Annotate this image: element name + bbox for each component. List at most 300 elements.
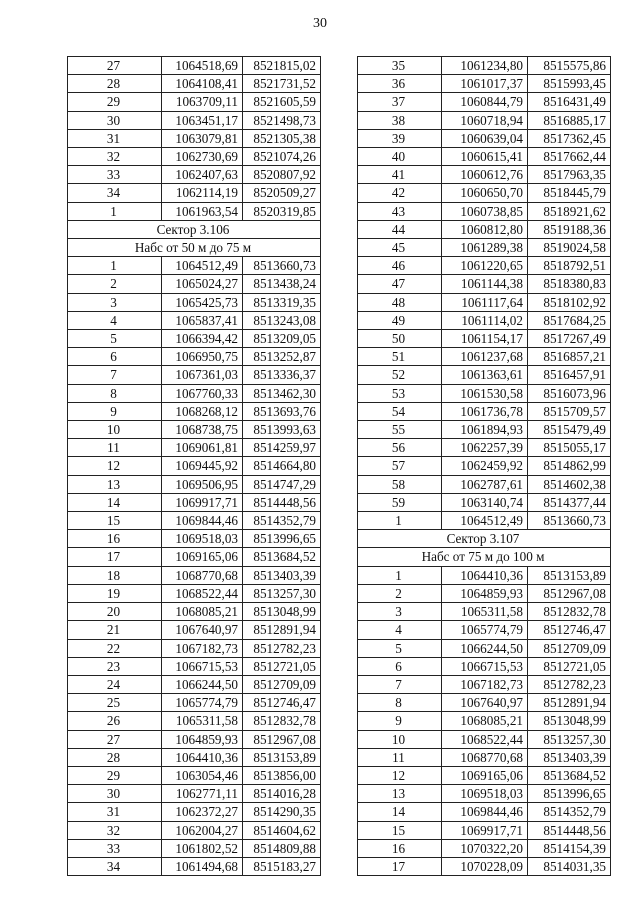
coord-y: 8513257,30 (528, 730, 611, 748)
table-row (68, 639, 321, 657)
point-number: 29 (68, 93, 162, 111)
coord-y: 8513403,39 (528, 748, 611, 766)
point-number: 34 (68, 857, 162, 875)
coord-x: 1065837,41 (162, 311, 243, 329)
point-number: 17 (68, 548, 162, 566)
section-heading-row (68, 220, 321, 238)
coord-y: 8514747,29 (243, 475, 321, 493)
table-row (358, 639, 611, 657)
coord-y: 8514809,88 (243, 839, 321, 857)
coord-y: 8521498,73 (243, 111, 321, 129)
coord-y: 8519188,36 (528, 220, 611, 238)
coord-y: 8519024,58 (528, 239, 611, 257)
coord-x: 1067640,97 (442, 694, 528, 712)
point-number: 8 (68, 384, 162, 402)
table-row (358, 57, 611, 75)
coord-y: 8513462,30 (243, 384, 321, 402)
coord-x: 1061144,38 (442, 275, 528, 293)
table-row (358, 730, 611, 748)
coord-x: 1061363,61 (442, 366, 528, 384)
point-number: 1 (68, 257, 162, 275)
coord-x: 1061237,68 (442, 348, 528, 366)
coord-y: 8514448,56 (528, 821, 611, 839)
coord-y: 8514352,79 (528, 803, 611, 821)
coord-x: 1067640,97 (162, 621, 243, 639)
coord-x: 1060718,94 (442, 111, 528, 129)
coord-y: 8514259,97 (243, 439, 321, 457)
table-row (68, 330, 321, 348)
coord-x: 1069506,95 (162, 475, 243, 493)
coord-y: 8517662,44 (528, 148, 611, 166)
coord-x: 1067361,03 (162, 366, 243, 384)
coord-x: 1061494,68 (162, 857, 243, 875)
point-number: 18 (68, 566, 162, 584)
point-number: 35 (358, 57, 442, 75)
section-heading-row (358, 548, 611, 566)
table-row (358, 493, 611, 511)
coord-y: 8512832,78 (243, 712, 321, 730)
point-number: 30 (68, 111, 162, 129)
table-row (68, 493, 321, 511)
point-number: 29 (68, 766, 162, 784)
table-row (68, 184, 321, 202)
point-number: 4 (358, 621, 442, 639)
point-number: 27 (68, 57, 162, 75)
point-number: 55 (358, 421, 442, 439)
table-row (358, 766, 611, 784)
coord-x: 1061117,64 (442, 293, 528, 311)
coord-x: 1068770,68 (162, 566, 243, 584)
table-row (68, 475, 321, 493)
table-row (358, 311, 611, 329)
coord-y: 8513996,65 (243, 530, 321, 548)
coord-y: 8513660,73 (528, 512, 611, 530)
point-number: 1 (68, 202, 162, 220)
table-row (68, 657, 321, 675)
table-row (358, 512, 611, 530)
point-number: 6 (68, 348, 162, 366)
table-row (68, 439, 321, 457)
coord-y: 8513438,24 (243, 275, 321, 293)
point-number: 11 (358, 748, 442, 766)
coord-y: 8513996,65 (528, 785, 611, 803)
coord-y: 8513684,52 (528, 766, 611, 784)
coord-y: 8514448,56 (243, 493, 321, 511)
coord-y: 8515183,27 (243, 857, 321, 875)
table-row (358, 220, 611, 238)
point-number: 8 (358, 694, 442, 712)
coordinates-table-left (67, 56, 321, 876)
coord-y: 8513243,08 (243, 311, 321, 329)
table-row (68, 603, 321, 621)
coord-x: 1062407,63 (162, 166, 243, 184)
table-row (68, 712, 321, 730)
table-row (68, 766, 321, 784)
coord-y: 8512782,23 (243, 639, 321, 657)
table-row (68, 93, 321, 111)
point-number: 27 (68, 730, 162, 748)
table-row (358, 111, 611, 129)
coord-y: 8513153,89 (528, 566, 611, 584)
point-number: 15 (68, 512, 162, 530)
coord-x: 1063709,11 (162, 93, 243, 111)
coord-y: 8512721,05 (528, 657, 611, 675)
coord-x: 1061894,93 (442, 421, 528, 439)
table-row (68, 348, 321, 366)
coordinates-table-right (357, 56, 611, 876)
coord-x: 1065774,79 (442, 621, 528, 639)
point-number: 19 (68, 584, 162, 602)
point-number: 40 (358, 148, 442, 166)
coord-x: 1069445,92 (162, 457, 243, 475)
coord-y: 8515993,45 (528, 75, 611, 93)
coord-x: 1068085,21 (442, 712, 528, 730)
coord-y: 8521074,26 (243, 148, 321, 166)
point-number: 15 (358, 821, 442, 839)
coord-y: 8515479,49 (528, 421, 611, 439)
coord-x: 1061114,02 (442, 311, 528, 329)
table-row (358, 202, 611, 220)
point-number: 58 (358, 475, 442, 493)
coord-y: 8517963,35 (528, 166, 611, 184)
point-number: 50 (358, 330, 442, 348)
point-number: 2 (68, 275, 162, 293)
table-row (358, 129, 611, 147)
coord-y: 8514377,44 (528, 493, 611, 511)
point-number: 2 (358, 584, 442, 602)
point-number: 34 (68, 184, 162, 202)
coord-y: 8513993,63 (243, 421, 321, 439)
coord-x: 1069061,81 (162, 439, 243, 457)
coord-y: 8515055,17 (528, 439, 611, 457)
point-number: 21 (68, 621, 162, 639)
point-number: 10 (68, 421, 162, 439)
coord-y: 8517362,45 (528, 129, 611, 147)
coord-x: 1069917,71 (162, 493, 243, 511)
point-number: 52 (358, 366, 442, 384)
point-number: 57 (358, 457, 442, 475)
table-row (358, 275, 611, 293)
table-row (68, 857, 321, 875)
table-row (68, 57, 321, 75)
coord-x: 1069518,03 (442, 785, 528, 803)
point-number: 12 (68, 457, 162, 475)
point-number: 9 (358, 712, 442, 730)
coord-y: 8513684,52 (243, 548, 321, 566)
point-number: 37 (358, 93, 442, 111)
coord-y: 8512721,05 (243, 657, 321, 675)
coord-y: 8515575,86 (528, 57, 611, 75)
point-number: 49 (358, 311, 442, 329)
point-number: 54 (358, 402, 442, 420)
coord-y: 8518102,92 (528, 293, 611, 311)
coord-x: 1068770,68 (442, 748, 528, 766)
coord-y: 8513336,37 (243, 366, 321, 384)
coord-x: 1065425,73 (162, 293, 243, 311)
coord-x: 1069518,03 (162, 530, 243, 548)
point-number: 33 (68, 839, 162, 857)
table-row (68, 202, 321, 220)
table-row (68, 129, 321, 147)
coord-x: 1069165,06 (442, 766, 528, 784)
table-row (68, 75, 321, 93)
coord-x: 1060612,76 (442, 166, 528, 184)
coord-y: 8514154,39 (528, 839, 611, 857)
coord-y: 8514602,38 (528, 475, 611, 493)
table-row (358, 603, 611, 621)
coord-y: 8513319,35 (243, 293, 321, 311)
coord-y: 8514862,99 (528, 457, 611, 475)
coord-x: 1061736,78 (442, 402, 528, 420)
table-body-right (358, 57, 611, 876)
point-number: 39 (358, 129, 442, 147)
table-row (358, 166, 611, 184)
table-row (68, 548, 321, 566)
coord-x: 1067182,73 (442, 675, 528, 693)
coord-y: 8512967,08 (528, 584, 611, 602)
table-row (358, 293, 611, 311)
table-row (68, 694, 321, 712)
table-row (358, 566, 611, 584)
coord-x: 1062787,61 (442, 475, 528, 493)
point-number: 16 (358, 839, 442, 857)
coord-y: 8514604,62 (243, 821, 321, 839)
point-number: 30 (68, 785, 162, 803)
table-row (68, 402, 321, 420)
point-number: 32 (68, 821, 162, 839)
table-row (68, 111, 321, 129)
point-number: 42 (358, 184, 442, 202)
table-row (68, 166, 321, 184)
coord-x: 1066244,50 (162, 675, 243, 693)
table-row (68, 821, 321, 839)
coord-x: 1062459,92 (442, 457, 528, 475)
point-number: 5 (68, 330, 162, 348)
coord-y: 8518921,62 (528, 202, 611, 220)
coord-y: 8512967,08 (243, 730, 321, 748)
table-row (358, 366, 611, 384)
coord-x: 1068738,75 (162, 421, 243, 439)
coord-x: 1069844,46 (162, 512, 243, 530)
table-row (358, 675, 611, 693)
table-row (68, 621, 321, 639)
table-row (358, 348, 611, 366)
page-number: 30 (313, 16, 327, 31)
coord-x: 1064410,36 (162, 748, 243, 766)
coord-y: 8521731,52 (243, 75, 321, 93)
table-row (68, 675, 321, 693)
coord-y: 8513209,05 (243, 330, 321, 348)
section-heading: Сектор 3.107 (358, 530, 611, 548)
coord-x: 1061220,65 (442, 257, 528, 275)
coord-x: 1062730,69 (162, 148, 243, 166)
coord-y: 8516073,96 (528, 384, 611, 402)
table-row (68, 748, 321, 766)
coord-x: 1063079,81 (162, 129, 243, 147)
point-number: 6 (358, 657, 442, 675)
point-number: 25 (68, 694, 162, 712)
table-row (358, 657, 611, 675)
table-row (358, 475, 611, 493)
coord-y: 8512782,23 (528, 675, 611, 693)
coord-y: 8516457,91 (528, 366, 611, 384)
point-number: 33 (68, 166, 162, 184)
section-heading: Набс от 50 м до 75 м (68, 239, 321, 257)
coord-x: 1067182,73 (162, 639, 243, 657)
table-row (358, 93, 611, 111)
section-heading: Набс от 75 м до 100 м (358, 548, 611, 566)
point-number: 3 (358, 603, 442, 621)
table-row (68, 530, 321, 548)
coord-y: 8513153,89 (243, 748, 321, 766)
coord-x: 1064512,49 (442, 512, 528, 530)
table-row (68, 275, 321, 293)
coord-x: 1063140,74 (442, 493, 528, 511)
coord-x: 1060738,85 (442, 202, 528, 220)
point-number: 1 (358, 566, 442, 584)
table-row (358, 257, 611, 275)
table-row (358, 457, 611, 475)
table-row (358, 402, 611, 420)
table-row (358, 184, 611, 202)
point-number: 12 (358, 766, 442, 784)
table-body-left (68, 57, 321, 876)
coord-x: 1064859,93 (442, 584, 528, 602)
table-row (358, 384, 611, 402)
point-number: 4 (68, 311, 162, 329)
coord-x: 1065774,79 (162, 694, 243, 712)
coord-x: 1065311,58 (442, 603, 528, 621)
coord-x: 1061234,80 (442, 57, 528, 75)
point-number: 23 (68, 657, 162, 675)
coord-x: 1066715,53 (162, 657, 243, 675)
table-row (358, 584, 611, 602)
coord-y: 8513048,99 (528, 712, 611, 730)
table-row (358, 839, 611, 857)
coord-x: 1070322,20 (442, 839, 528, 857)
coord-x: 1064518,69 (162, 57, 243, 75)
point-number: 7 (358, 675, 442, 693)
coord-y: 8518792,51 (528, 257, 611, 275)
table-row (358, 75, 611, 93)
coord-y: 8518380,83 (528, 275, 611, 293)
point-number: 44 (358, 220, 442, 238)
table-row (68, 311, 321, 329)
coord-y: 8512746,47 (243, 694, 321, 712)
table-row (358, 821, 611, 839)
coord-x: 1062372,27 (162, 803, 243, 821)
point-number: 28 (68, 748, 162, 766)
coord-y: 8514352,79 (243, 512, 321, 530)
coord-x: 1063451,17 (162, 111, 243, 129)
point-number: 1 (358, 512, 442, 530)
table-row (68, 512, 321, 530)
point-number: 56 (358, 439, 442, 457)
table-row (68, 148, 321, 166)
point-number: 20 (68, 603, 162, 621)
point-number: 13 (358, 785, 442, 803)
point-number: 47 (358, 275, 442, 293)
point-number: 59 (358, 493, 442, 511)
point-number: 51 (358, 348, 442, 366)
coord-x: 1070228,09 (442, 857, 528, 875)
point-number: 43 (358, 202, 442, 220)
coord-y: 8512709,09 (528, 639, 611, 657)
coord-x: 1061802,52 (162, 839, 243, 857)
coord-x: 1069917,71 (442, 821, 528, 839)
table-row (68, 803, 321, 821)
coord-y: 8521605,59 (243, 93, 321, 111)
coord-x: 1064512,49 (162, 257, 243, 275)
table-row (358, 803, 611, 821)
coord-y: 8520807,92 (243, 166, 321, 184)
point-number: 22 (68, 639, 162, 657)
coord-y: 8513693,76 (243, 402, 321, 420)
coord-x: 1061530,58 (442, 384, 528, 402)
point-number: 45 (358, 239, 442, 257)
coord-y: 8516885,17 (528, 111, 611, 129)
point-number: 10 (358, 730, 442, 748)
coord-y: 8513252,87 (243, 348, 321, 366)
point-number: 28 (68, 75, 162, 93)
coord-x: 1064859,93 (162, 730, 243, 748)
coord-x: 1068085,21 (162, 603, 243, 621)
coord-x: 1061289,38 (442, 239, 528, 257)
coord-y: 8516857,21 (528, 348, 611, 366)
table-row (68, 457, 321, 475)
coord-x: 1066394,42 (162, 330, 243, 348)
coord-x: 1060639,04 (442, 129, 528, 147)
coord-y: 8513856,00 (243, 766, 321, 784)
coord-x: 1064108,41 (162, 75, 243, 93)
coord-x: 1066244,50 (442, 639, 528, 657)
coord-y: 8517267,49 (528, 330, 611, 348)
point-number: 5 (358, 639, 442, 657)
point-number: 11 (68, 439, 162, 457)
table-row (358, 857, 611, 875)
coord-y: 8512746,47 (528, 621, 611, 639)
point-number: 9 (68, 402, 162, 420)
table-row (68, 839, 321, 857)
coord-x: 1061017,37 (442, 75, 528, 93)
table-row (358, 439, 611, 457)
point-number: 31 (68, 129, 162, 147)
point-number: 14 (358, 803, 442, 821)
table-row (358, 694, 611, 712)
coord-y: 8513048,99 (243, 603, 321, 621)
table-row (358, 330, 611, 348)
point-number: 32 (68, 148, 162, 166)
table-row (358, 239, 611, 257)
point-number: 14 (68, 493, 162, 511)
coord-y: 8512891,94 (528, 694, 611, 712)
point-number: 16 (68, 530, 162, 548)
coord-x: 1062771,11 (162, 785, 243, 803)
coord-x: 1066950,75 (162, 348, 243, 366)
table-row (358, 621, 611, 639)
coord-x: 1061154,17 (442, 330, 528, 348)
coord-x: 1062257,39 (442, 439, 528, 457)
coord-x: 1060650,70 (442, 184, 528, 202)
point-number: 46 (358, 257, 442, 275)
point-number: 3 (68, 293, 162, 311)
coord-y: 8513403,39 (243, 566, 321, 584)
table-row (358, 148, 611, 166)
coord-x: 1063054,46 (162, 766, 243, 784)
table-row (358, 748, 611, 766)
coord-x: 1062114,19 (162, 184, 243, 202)
point-number: 26 (68, 712, 162, 730)
